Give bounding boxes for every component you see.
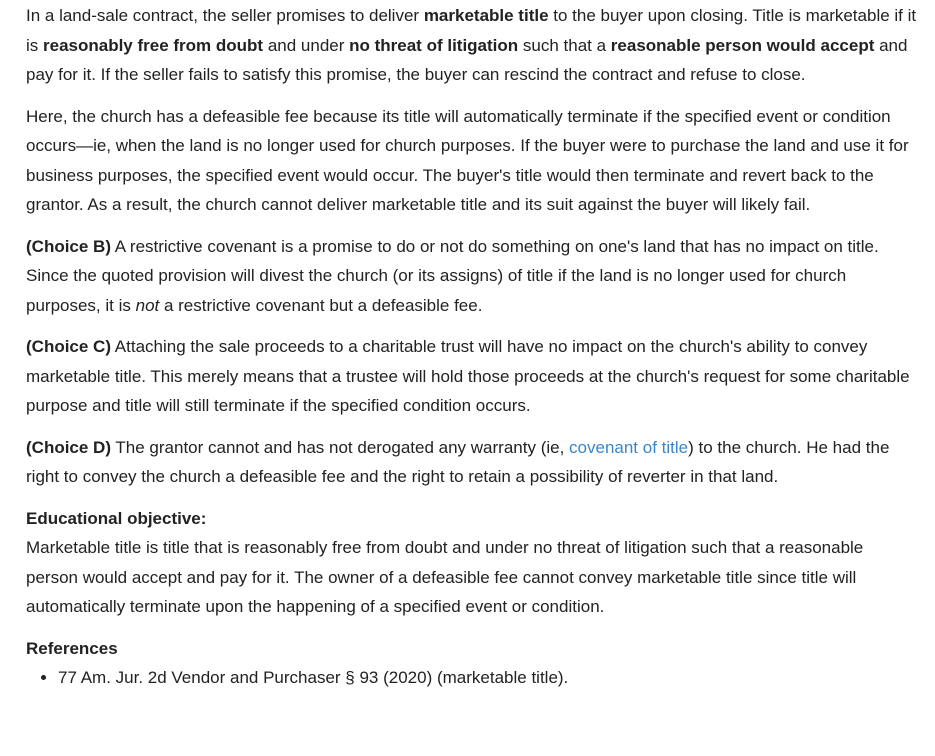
educational-objective-text: Marketable title is title that is reasonably free from doubt and under no threat of litigation such that a reasonable person would accept and pay for it. The owner of a defeasible fee cannot convey marketable title since title will automatically terminate upon the happening of a specified event or condition. — [26, 538, 864, 616]
choice-b-text-0: A restrictive covenant is a promise to do or not do something on one's land that has no impact on title. Since the quoted provision will divest the church (or its assigns) of title if the land is no longer used for church purposes, it is — [26, 236, 879, 315]
choice-b-text-1: a restrictive covenant but a defeasible fee. — [159, 295, 483, 315]
paragraph-choice-d — [26, 433, 918, 492]
p1-text-3: such that a — [518, 35, 611, 55]
choice-b-emphasis: not — [135, 295, 160, 315]
paragraph-marketable-title — [26, 1, 918, 90]
choice-c-text: Attaching the sale proceeds to a charitable trust will have no impact on the church's ability to convey marketable title. This merely means that a trustee will hold those proceeds at the church's request for some charitable purpose and title will still terminate if the specified condition occurs. — [26, 337, 910, 415]
p1-text-0: In a land-sale contract, the seller promises to deliver — [26, 6, 424, 25]
reference-item: • 77 Am. Jur. 2d Vendor and Purchaser § 93 (2020) (marketable title). — [58, 663, 918, 693]
references-list — [26, 663, 918, 693]
covenant-of-title-link[interactable]: covenant of title — [569, 437, 689, 457]
choice-d-text-1: ) to the church. He had the right to convey the church a defeasible fee and the right to retain a possibility of reverter in that land. — [26, 437, 890, 486]
choice-b-label: (Choice B) — [26, 236, 111, 256]
explanation-content — [26, 1, 918, 693]
paragraph-choice-c — [26, 332, 918, 421]
p1-text-1: to the buyer upon closing. Title is marketable if it is — [26, 6, 917, 55]
educational-objective-heading: Educational objective: — [26, 508, 207, 528]
educational-objective-section — [26, 504, 918, 622]
choice-c-label: (Choice C) — [26, 337, 111, 356]
p1-bold-marketable-title: marketable title — [423, 6, 549, 25]
paragraph-choice-b — [26, 232, 918, 321]
p1-text-2: and under — [263, 35, 350, 55]
choice-d-text-0: The grantor cannot and has not derogated any warranty (ie, — [111, 437, 570, 457]
p1-bold-free-from-doubt: reasonably free from doubt — [43, 35, 264, 55]
choice-d-label: (Choice D) — [26, 437, 111, 457]
paragraph-defeasible-fee: Here, the church has a defeasible fee because its title will automatically terminate if the specified event or condition occurs—ie, when the land is no longer used for church purposes. If the buyer were to purchase the land and use it for business purposes, the specified event would occur. The buyer's title would then terminate and revert back to the grantor. As a result, the church cannot deliver marketable title and its suit against the buyer will likely fail. — [26, 106, 909, 214]
p1-text-4: and pay for it. If the seller fails to satisfy this promise, the buyer can rescind the contract and refuse to close. — [26, 35, 908, 84]
p1-bold-no-threat: no threat of litigation — [349, 35, 519, 55]
p1-bold-reasonable-person: reasonable person would accept — [610, 35, 875, 55]
references-heading: References — [26, 638, 118, 658]
references-section — [26, 634, 918, 693]
